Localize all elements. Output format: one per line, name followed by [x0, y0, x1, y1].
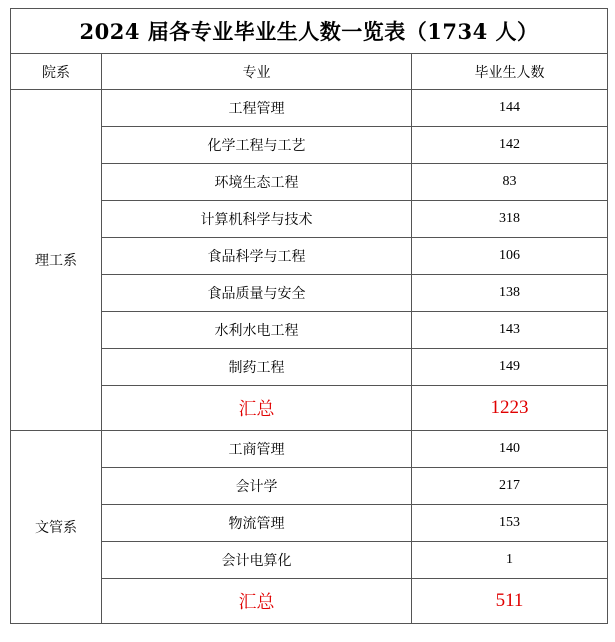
header-major: 专业 — [102, 54, 412, 90]
header-department: 院系 — [11, 54, 102, 90]
table-row — [11, 90, 608, 127]
graduate-count: 83 — [412, 164, 608, 201]
major-name: 工商管理 — [102, 431, 412, 468]
summary-count: 511 — [412, 579, 608, 624]
graduate-count: 144 — [412, 90, 608, 127]
summary-count: 1223 — [412, 386, 608, 431]
major-name: 物流管理 — [102, 505, 412, 542]
major-name: 环境生态工程 — [102, 164, 412, 201]
major-name: 化学工程与工艺 — [102, 127, 412, 164]
graduate-count: 318 — [412, 201, 608, 238]
graduate-count: 1 — [412, 542, 608, 579]
graduate-count: 143 — [412, 312, 608, 349]
graduate-count: 106 — [412, 238, 608, 275]
graduates-table — [10, 8, 608, 624]
header-row — [11, 54, 608, 90]
department-name: 理工系 — [11, 90, 102, 431]
graduate-count: 149 — [412, 349, 608, 386]
table-row — [11, 431, 608, 468]
major-name: 水利水电工程 — [102, 312, 412, 349]
graduate-count: 140 — [412, 431, 608, 468]
major-name: 工程管理 — [102, 90, 412, 127]
graduate-count: 138 — [412, 275, 608, 312]
major-name: 计算机科学与技术 — [102, 201, 412, 238]
graduate-count: 153 — [412, 505, 608, 542]
major-name: 食品科学与工程 — [102, 238, 412, 275]
summary-label: 汇总 — [102, 579, 412, 624]
major-name: 食品质量与安全 — [102, 275, 412, 312]
major-name: 会计学 — [102, 468, 412, 505]
header-graduates: 毕业生人数 — [412, 54, 608, 90]
summary-label: 汇总 — [102, 386, 412, 431]
graduate-count: 217 — [412, 468, 608, 505]
table-title: 2024 届各专业毕业生人数一览表（1734 人） — [11, 9, 608, 54]
graduate-count: 142 — [412, 127, 608, 164]
major-name: 制药工程 — [102, 349, 412, 386]
department-name: 文管系 — [11, 431, 102, 624]
major-name: 会计电算化 — [102, 542, 412, 579]
title-row — [11, 9, 608, 54]
